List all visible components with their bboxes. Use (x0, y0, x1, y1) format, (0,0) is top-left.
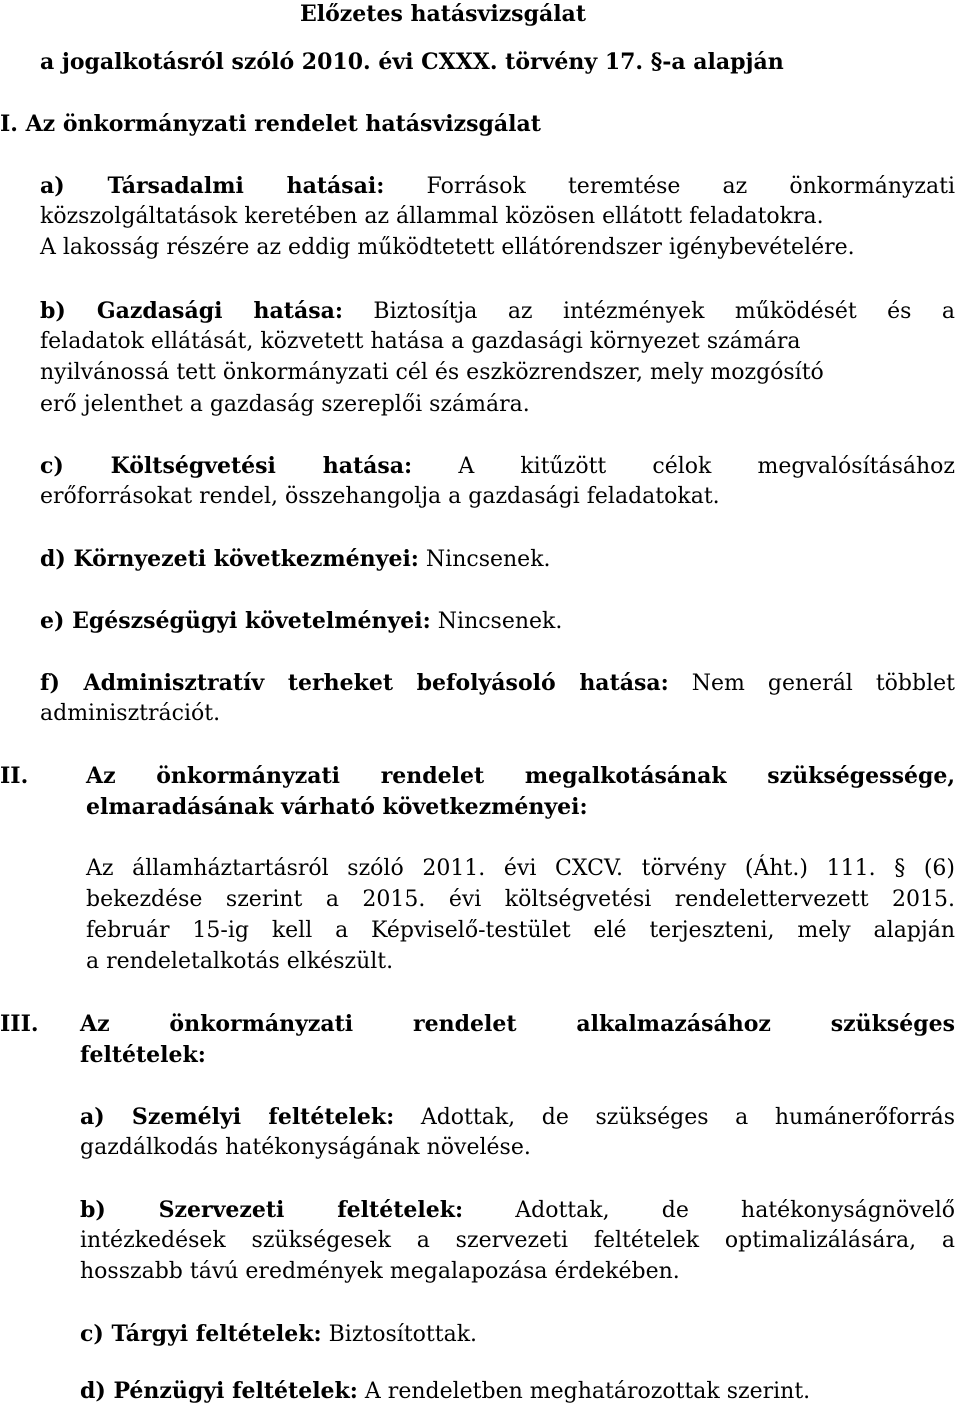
s1f-line1 (40, 669, 955, 698)
document-subtitle: a jogalkotásról szóló 2010. évi CXXX. törvény 17. §-a alapján (40, 49, 784, 75)
s3d-line (80, 1377, 810, 1406)
section3-number: III. (0, 1011, 39, 1037)
s1d-text: Nincsenek. (425, 547, 551, 572)
s3c-label: c) Tárgyi feltételek: (80, 1321, 322, 1347)
s1a-line3: A lakosság részére az eddig működtetett ellátórendszer igénybevételére. (40, 235, 855, 260)
s1e-line (40, 607, 562, 636)
s3b-label: b) Szervezeti feltételek: (80, 1197, 464, 1223)
s1c-line1 (40, 452, 955, 481)
s1b-line2: feladatok ellátását, közvetett hatása a gazdasági környezet számára (40, 329, 801, 354)
s3d-text: A rendeletben meghatározottak szerint. (364, 1379, 811, 1404)
s3a-line2: gazdálkodás hatékonyságának növelése. (80, 1135, 531, 1160)
s2-line3: február 15-ig kell a Képviselő-testület elé terjeszteni, mely alapján (86, 918, 955, 943)
s1f-label: f) Adminisztratív terheket befolyásoló hatása: (40, 670, 669, 696)
section1-heading: I. Az önkormányzati rendelet hatásvizsgálat (0, 111, 541, 137)
s3b-line3: hosszabb távú eredmények megalapozása érdekében. (80, 1259, 680, 1284)
s2-line1: Az államháztartásról szóló 2011. évi CXCV. törvény (Áht.) 111. § (6) (86, 856, 955, 881)
s1b-line3: nyilvánossá tett önkormányzati cél és eszközrendszer, mely mozgósító (40, 360, 824, 385)
s3b-line2: intézkedések szükségesek a szervezeti feltételek optimalizálására, a (80, 1228, 955, 1253)
s1a-line2: közszolgáltatások keretében az állammal közösen ellátott feladatokra. (40, 204, 824, 229)
s1c-label: c) Költségvetési hatása: (40, 453, 413, 479)
s1f-line2: adminisztrációt. (40, 701, 221, 726)
s1a-text1: Források teremtése az önkormányzati (426, 174, 956, 199)
s1e-text: Nincsenek. (437, 609, 563, 634)
s3a-line1 (80, 1103, 955, 1132)
s2-line2: bekezdése szerint a 2015. évi költségvetési rendelettervezett 2015. (86, 887, 955, 912)
s1d-label: d) Környezeti következményei: (40, 546, 419, 572)
s1c-text1: A kitűzött célok megvalósításához (458, 454, 955, 479)
s3c-line (80, 1320, 477, 1349)
s1d-line (40, 545, 551, 574)
s3a-label: a) Személyi feltételek: (80, 1104, 395, 1130)
section2-number: II. (0, 763, 29, 789)
s1a-line1 (40, 172, 955, 201)
s1b-line4: erő jelenthet a gazdaság szereplői számára. (40, 392, 530, 417)
section3-heading-line2: feltételek: (80, 1042, 206, 1068)
s1f-text1: Nem generál többlet (691, 671, 955, 696)
s1a-label: a) Társadalmi hatásai: (40, 173, 385, 199)
s3d-label: d) Pénzügyi feltételek: (80, 1378, 358, 1404)
s1b-text1: Biztosítja az intézmények működését és a (373, 299, 956, 324)
s3c-text: Biztosítottak. (328, 1322, 478, 1347)
section3-heading-line1: Az önkormányzati rendelet alkalmazásához szükséges (80, 1011, 955, 1037)
s3b-text1: Adottak, de hatékonyságnövelő (515, 1198, 955, 1223)
s3a-text1: Adottak, de szükséges a humánerőforrás (420, 1105, 955, 1130)
s1b-label: b) Gazdasági hatása: (40, 298, 343, 324)
s2-line4: a rendeletalkotás elkészült. (86, 949, 394, 974)
s1c-line2: erőforrásokat rendel, összehangolja a gazdasági feladatokat. (40, 484, 720, 509)
section2-heading-line1: Az önkormányzati rendelet megalkotásának szükségessége, (86, 763, 955, 789)
document-title: Előzetes hatásvizsgálat (300, 1, 586, 27)
s1b-line1 (40, 297, 955, 326)
s3b-line1 (80, 1196, 955, 1225)
s1e-label: e) Egészségügyi követelményei: (40, 608, 431, 634)
section2-heading-line2: elmaradásának várható következményei: (86, 794, 588, 820)
